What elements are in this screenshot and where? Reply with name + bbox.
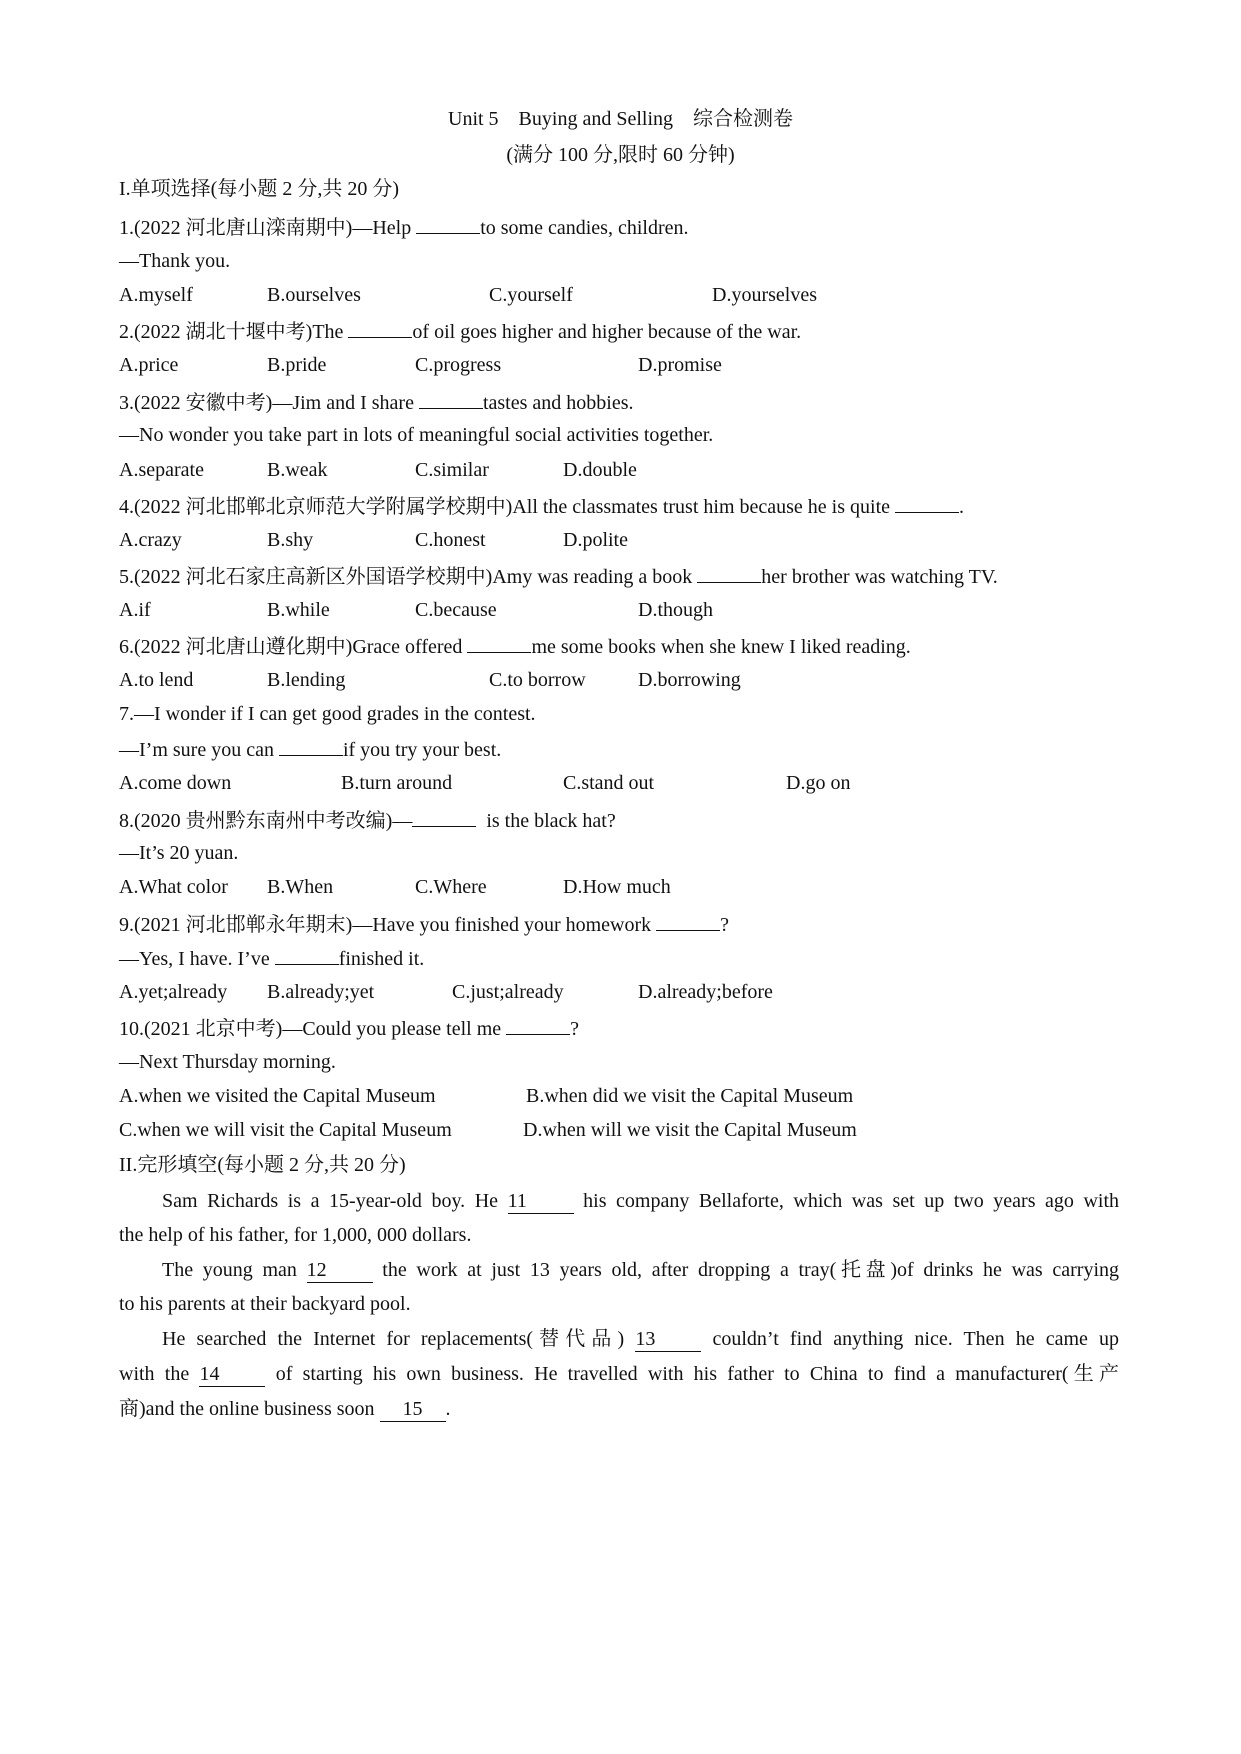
- question-6: [119, 630, 1119, 660]
- option-d: D.double: [563, 459, 637, 481]
- option-a: A.separate: [119, 459, 204, 481]
- answer-blank: [506, 1012, 570, 1035]
- question-text: ?: [570, 1018, 580, 1040]
- answer-blank: [419, 386, 483, 409]
- question-text: 5.(2022 河北石家庄高新区外国语学校期中)Amy was reading a book: [119, 566, 698, 588]
- answer-blank: [656, 908, 720, 931]
- section-heading: I.单项选择(每小题 2 分,共 20 分): [119, 178, 399, 200]
- question-2: [119, 315, 1119, 345]
- option-d: D.How much: [563, 876, 671, 898]
- question-text: 8.(2020 贵州黔东南州中考改编)—: [119, 810, 413, 832]
- option-a: A.price: [119, 354, 179, 376]
- question-text: 2.(2022 湖北十堰中考)The: [119, 321, 349, 343]
- question-text: her brother was watching TV.: [761, 566, 998, 588]
- answer-blank: [416, 211, 480, 234]
- section-heading: II.完形填空(每小题 2 分,共 20 分): [119, 1154, 406, 1176]
- passage-text: with the: [119, 1363, 190, 1385]
- question-7-options: [119, 768, 1119, 798]
- question-text: 3.(2022 安徽中考)—Jim and I share: [119, 392, 419, 414]
- question-6-options: [119, 665, 1119, 695]
- passage-line: [162, 1186, 1119, 1216]
- passage-line: to his parents at their backyard pool.: [119, 1293, 411, 1315]
- passage-text: He searched the Internet for replacements(替代品): [162, 1328, 625, 1350]
- question-5: [119, 560, 1119, 590]
- question-text: ?: [720, 914, 730, 936]
- question-1-options: [119, 280, 1119, 310]
- option-a: A.when we visited the Capital Museum: [119, 1085, 436, 1107]
- passage-text: The young man: [162, 1259, 297, 1281]
- cloze-blank-14: 14: [199, 1362, 265, 1387]
- question-text: 9.(2021 河北邯郸永年期末)—Have you finished your homework: [119, 914, 657, 936]
- question-5-options: [119, 595, 1119, 625]
- passage-text: Sam Richards is a 15-year-old boy. He: [162, 1190, 499, 1212]
- option-c: C.just;already: [452, 981, 564, 1003]
- option-a: A.crazy: [119, 529, 182, 551]
- option-d: D.though: [638, 599, 713, 621]
- option-c: C.honest: [415, 529, 486, 551]
- option-d: D.already;before: [638, 981, 773, 1003]
- question-text: 10.(2021 北京中考)—Could you please tell me: [119, 1018, 507, 1040]
- option-c: C.Where: [415, 876, 487, 898]
- question-text: 1.(2022 河北唐山滦南期中)—Help: [119, 217, 417, 239]
- question-text: tastes and hobbies.: [482, 392, 634, 414]
- question-text: me some books when she knew I liked reading.: [531, 636, 911, 658]
- answer-blank: [275, 942, 339, 965]
- question-4: [119, 490, 1119, 520]
- option-c: C.yourself: [489, 284, 573, 306]
- option-c: C.stand out: [563, 772, 655, 794]
- question-1-reply: —Thank you.: [119, 250, 231, 272]
- passage-line: [119, 1359, 1119, 1389]
- question-8-options: [119, 872, 1119, 902]
- question-text: .: [959, 496, 965, 518]
- passage-text: 商)and the online business soon: [119, 1398, 375, 1420]
- option-a: A.to lend: [119, 669, 194, 691]
- cloze-blank-13: 13: [635, 1327, 701, 1352]
- passage-text: his company Bellaforte, which was set up two years ago with: [583, 1190, 1120, 1212]
- question-7: 7.—I wonder if I can get good grades in the contest.: [119, 703, 536, 725]
- question-8-reply: —It’s 20 yuan.: [119, 842, 239, 864]
- option-d: D.borrowing: [638, 669, 741, 691]
- option-d: D.yourselves: [712, 284, 817, 306]
- page-title: Unit 5 Buying and Selling 综合检测卷: [448, 108, 793, 130]
- page-subtitle: (满分 100 分,限时 60 分钟): [506, 144, 735, 166]
- option-a: A.myself: [119, 284, 193, 306]
- question-3-reply: —No wonder you take part in lots of meaningful social activities together.: [119, 424, 714, 446]
- question-9-reply: [119, 942, 1119, 972]
- passage-line: [162, 1255, 1119, 1285]
- question-10-reply: —Next Thursday morning.: [119, 1051, 336, 1073]
- option-d: D.polite: [563, 529, 628, 551]
- question-text: 6.(2022 河北唐山遵化期中)Grace offered: [119, 636, 468, 658]
- option-c: C.because: [415, 599, 497, 621]
- cloze-blank-12: 12: [307, 1258, 373, 1283]
- option-c: C.when we will visit the Capital Museum: [119, 1119, 452, 1141]
- passage-line: [119, 1394, 1119, 1424]
- answer-blank: [279, 733, 343, 756]
- answer-blank: [412, 804, 476, 827]
- option-d: D.go on: [786, 772, 851, 794]
- option-d: D.when will we visit the Capital Museum: [523, 1119, 857, 1141]
- question-10: [119, 1012, 1119, 1042]
- question-8: [119, 804, 1119, 834]
- passage-line: the help of his father, for 1,000, 000 dollars.: [119, 1224, 472, 1246]
- option-a: A.What color: [119, 876, 228, 898]
- option-a: A.if: [119, 599, 151, 621]
- question-text: to some candies, children.: [480, 217, 689, 239]
- question-4-options: [119, 525, 1119, 555]
- passage-text: couldn’t find anything nice. Then he came up: [712, 1328, 1120, 1350]
- passage-line: [162, 1324, 1119, 1354]
- question-text: —I’m sure you can: [119, 739, 279, 761]
- option-b: B.ourselves: [267, 284, 361, 306]
- cloze-blank-15: 15: [380, 1397, 446, 1422]
- option-c: C.to borrow: [489, 669, 586, 691]
- passage-text: of starting his own business. He travelled with his father to China to find a manufacturer(生产: [275, 1363, 1120, 1385]
- option-c: C.similar: [415, 459, 489, 481]
- option-b: B.lending: [267, 669, 346, 691]
- option-d: D.promise: [638, 354, 722, 376]
- question-1: [119, 211, 1119, 241]
- answer-blank: [467, 630, 531, 653]
- option-b: B.When: [267, 876, 334, 898]
- question-3-options: [119, 455, 1119, 485]
- option-b: B.turn around: [341, 772, 453, 794]
- option-b: B.when did we visit the Capital Museum: [526, 1085, 854, 1107]
- question-3: [119, 386, 1119, 416]
- answer-blank: [697, 560, 761, 583]
- option-b: B.pride: [267, 354, 327, 376]
- question-9: [119, 908, 1119, 938]
- option-b: B.already;yet: [267, 981, 375, 1003]
- question-text: —Yes, I have. I’ve: [119, 948, 275, 970]
- option-b: B.while: [267, 599, 330, 621]
- passage-text: the work at just 13 years old, after dropping a tray(托盘)of drinks he was carrying: [382, 1259, 1119, 1281]
- passage-text: .: [445, 1398, 451, 1420]
- question-text: of oil goes higher and higher because of the war.: [412, 321, 802, 343]
- question-text: 4.(2022 河北邯郸北京师范大学附属学校期中)All the classmates trust him because he is quite: [119, 496, 896, 518]
- question-7-reply: [119, 733, 1119, 763]
- option-b: B.shy: [267, 529, 314, 551]
- option-b: B.weak: [267, 459, 328, 481]
- question-9-options: [119, 977, 1119, 1007]
- answer-blank: [895, 490, 959, 513]
- question-10-options-ab: [119, 1081, 1119, 1111]
- question-2-options: [119, 350, 1119, 380]
- cloze-blank-11: 11: [508, 1189, 574, 1214]
- question-text: if you try your best.: [342, 739, 502, 761]
- question-text: is the black hat?: [486, 810, 616, 832]
- question-text: finished it.: [338, 948, 425, 970]
- option-a: A.yet;already: [119, 981, 228, 1003]
- option-c: C.progress: [415, 354, 502, 376]
- answer-blank: [348, 315, 412, 338]
- question-10-options-cd: [119, 1115, 1119, 1145]
- option-a: A.come down: [119, 772, 232, 794]
